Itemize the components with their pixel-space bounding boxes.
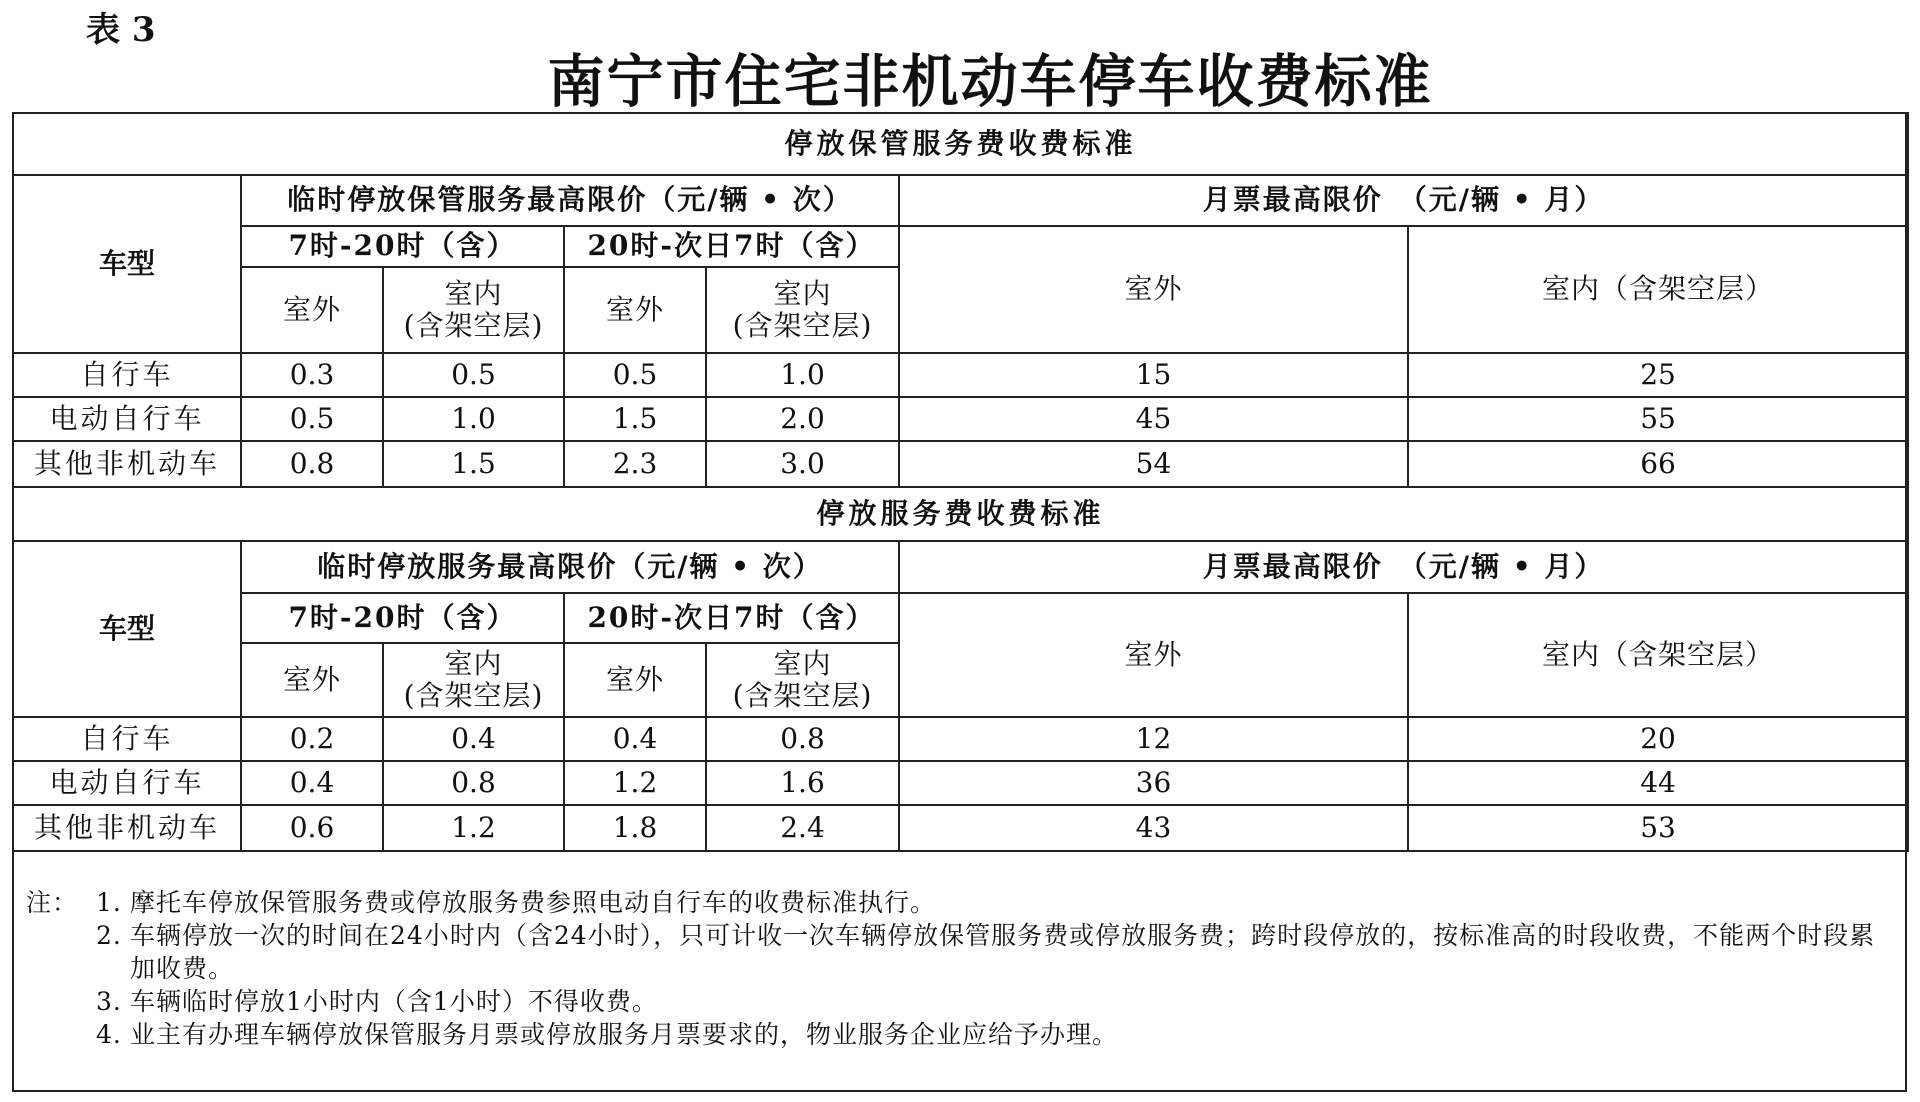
note-item <box>26 1018 1896 1051</box>
document-title: 南宁市住宅非机动车停车收费标准 <box>547 49 1433 115</box>
table-row <box>13 761 1908 805</box>
vehicle-type-cell: 电动自行车 <box>13 397 241 441</box>
price-cell: 45 <box>899 397 1408 441</box>
table-row <box>13 441 1908 487</box>
day-indoor-header: 室内 (含架空层) <box>383 643 564 717</box>
table-number: 表 3 <box>86 10 156 50</box>
monthly-outdoor-header: 室外 <box>899 226 1408 353</box>
notes <box>26 886 1896 1051</box>
price-cell: 1.2 <box>564 761 706 805</box>
day-outdoor-header: 室外 <box>241 643 383 717</box>
price-cell: 1.0 <box>706 353 899 397</box>
price-cell: 0.5 <box>564 353 706 397</box>
price-cell: 12 <box>899 717 1408 761</box>
night-indoor-header: 室内 (含架空层) <box>706 643 899 717</box>
night-period-header: 20时-次日7时（含） <box>564 226 899 267</box>
price-cell: 0.8 <box>383 761 564 805</box>
price-cell: 1.2 <box>383 805 564 851</box>
monthly-outdoor-header: 室外 <box>899 593 1408 717</box>
price-cell: 0.8 <box>241 441 383 487</box>
monthly-price-header: 月票最高限价 （元/辆 • 月） <box>899 541 1908 593</box>
price-cell: 1.5 <box>564 397 706 441</box>
price-cell: 54 <box>899 441 1408 487</box>
price-cell: 2.0 <box>706 397 899 441</box>
notes-label: 注： <box>26 888 79 917</box>
price-cell: 44 <box>1408 761 1908 805</box>
note-text: 车辆停放一次的时间在24小时内（含24小时），只可计收一次车辆停放保管服务费或停放服务费；跨时段停放的，按标准高的时段收费，不能两个时段累加收费。 <box>130 921 1876 983</box>
fee-table-storage <box>12 112 1909 488</box>
price-cell: 1.8 <box>564 805 706 851</box>
vehicle-type-cell: 其他非机动车 <box>13 805 241 851</box>
price-cell: 0.3 <box>241 353 383 397</box>
night-outdoor-header: 室外 <box>564 643 706 717</box>
table-row <box>13 717 1908 761</box>
price-cell: 0.5 <box>241 397 383 441</box>
note-item <box>26 985 1896 1018</box>
price-cell: 25 <box>1408 353 1908 397</box>
note-text: 车辆临时停放1小时内（含1小时）不得收费。 <box>130 987 658 1016</box>
day-period-header: 7时-20时（含） <box>241 226 564 267</box>
price-cell: 0.4 <box>241 761 383 805</box>
price-cell: 0.4 <box>383 717 564 761</box>
night-period-header: 20时-次日7时（含） <box>564 593 899 643</box>
monthly-indoor-header: 室内（含架空层） <box>1408 593 1908 717</box>
price-cell: 3.0 <box>706 441 899 487</box>
note-index: 1. <box>96 888 122 917</box>
note-text: 摩托车停放保管服务费或停放服务费参照电动自行车的收费标准执行。 <box>130 888 937 917</box>
monthly-indoor-header: 室内（含架空层） <box>1408 226 1908 353</box>
price-cell: 1.5 <box>383 441 564 487</box>
monthly-price-header: 月票最高限价 （元/辆 • 月） <box>899 175 1908 226</box>
night-indoor-header: 室内 (含架空层) <box>706 267 899 353</box>
note-text: 业主有办理车辆停放保管服务月票或停放服务月票要求的，物业服务企业应给予办理。 <box>130 1020 1119 1049</box>
note-item <box>26 886 1896 919</box>
table-row <box>13 805 1908 851</box>
price-cell: 2.4 <box>706 805 899 851</box>
temporary-price-header: 临时停放服务最高限价（元/辆 • 次） <box>241 541 899 593</box>
day-outdoor-header: 室外 <box>241 267 383 353</box>
vehicle-type-cell: 电动自行车 <box>13 761 241 805</box>
price-cell: 55 <box>1408 397 1908 441</box>
note-index: 2. <box>96 921 122 950</box>
price-cell: 36 <box>899 761 1408 805</box>
temporary-price-header: 临时停放保管服务最高限价（元/辆 • 次） <box>241 175 899 226</box>
vehicle-type-header: 车型 <box>13 175 241 353</box>
price-cell: 0.2 <box>241 717 383 761</box>
vehicle-type-cell: 自行车 <box>13 717 241 761</box>
section-title: 停放保管服务费收费标准 <box>13 113 1908 175</box>
day-period-header: 7时-20时（含） <box>241 593 564 643</box>
price-cell: 1.6 <box>706 761 899 805</box>
price-cell: 20 <box>1408 717 1908 761</box>
price-cell: 1.0 <box>383 397 564 441</box>
night-outdoor-header: 室外 <box>564 267 706 353</box>
price-cell: 0.8 <box>706 717 899 761</box>
price-cell: 2.3 <box>564 441 706 487</box>
price-cell: 66 <box>1408 441 1908 487</box>
price-cell: 0.4 <box>564 717 706 761</box>
fee-table-parking <box>12 486 1909 852</box>
table-row <box>13 353 1908 397</box>
table-row <box>13 397 1908 441</box>
section-title: 停放服务费收费标准 <box>13 487 1908 541</box>
vehicle-type-cell: 其他非机动车 <box>13 441 241 487</box>
price-cell: 53 <box>1408 805 1908 851</box>
note-index: 4. <box>96 1020 122 1049</box>
note-index: 3. <box>96 987 122 1016</box>
vehicle-type-cell: 自行车 <box>13 353 241 397</box>
note-item <box>26 919 1896 985</box>
price-cell: 0.6 <box>241 805 383 851</box>
price-cell: 43 <box>899 805 1408 851</box>
vehicle-type-header: 车型 <box>13 541 241 717</box>
price-cell: 15 <box>899 353 1408 397</box>
price-cell: 0.5 <box>383 353 564 397</box>
day-indoor-header: 室内 (含架空层) <box>383 267 564 353</box>
